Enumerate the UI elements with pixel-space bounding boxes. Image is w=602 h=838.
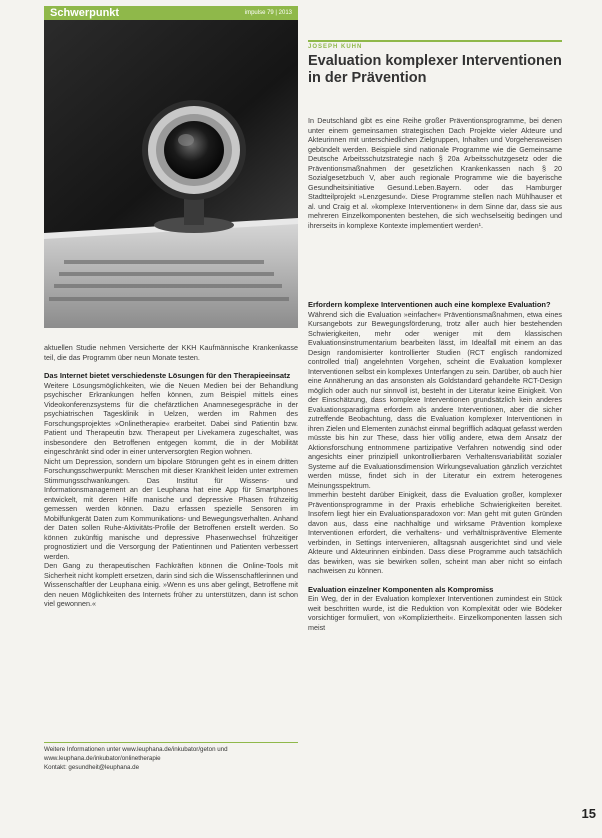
page-number: 15 xyxy=(581,806,596,821)
intro-paragraph: In Deutschland gibt es eine Reihe großer Präventionsprogramme, bei denen unter einem gemeinsamen strategischen Dach Projekte vieler Akteure und Akteurinnen mit unterschiedlichen Zielgruppen, Inhalten und Vorgehensweisen gebündelt werden. Beispiele sind nationale Programme wie die Gemeinsame Deutsche Arbeitsschutzstrategie nach § 20a Arbeitsschutzgesetz oder die Präventionsmaßnahmen der gesetzlichen Krankenkassen nach § 20 Sozialgesetzbuch V, aber auch regionale Programme wie die bayerische Gesundheitsinitiative Gesund.Leben.Bayern. oder das Hamburger Stadtteilprojekt »Lenzgesund«. Diese Programme stellen nach Mühlhauser et al. und Craig et al. »komplexe Interventionen« in dem Sinne dar, dass sie aus mehreren Einzelkomponenten bestehen, die sich wechselseitig bedingen und ihrerseits in komplexe Kontexte implementiert werden¹. xyxy=(308,116,562,230)
paragraph: Ein Weg, der in der Evaluation komplexer Interventionen zumindest ein Stück weit beschritten wurde, ist die Reduktion von Komplexität oder wie Bödeker vorsichtiger formuliert, von »Kompliziertheit«. Einzelkomponenten lassen sich meist xyxy=(308,594,562,632)
webcam-on-laptop-image xyxy=(44,20,298,328)
section-header-band xyxy=(44,6,298,20)
right-column-intro xyxy=(308,116,562,230)
paragraph: aktuellen Studie nehmen Versicherte der KKH Kaufmännische Krankenkasse teil, die das Programm über neun Monate testen. xyxy=(44,343,298,362)
left-column-body xyxy=(44,343,298,609)
right-column-body xyxy=(308,300,562,632)
heading-components-compromise: Evaluation einzelner Komponenten als Kompromiss xyxy=(308,584,494,594)
title-line-1: Evaluation komplexer Interventionen xyxy=(308,53,562,69)
issue-label: impulse 79 | 2013 xyxy=(244,10,292,16)
footnote-link[interactable]: www.leuphana.de/inkubator/onlinetherapie xyxy=(44,755,161,762)
footnote-contact[interactable]: Kontakt: gesundheit@leuphana.de xyxy=(44,764,140,771)
paragraph: Den Gang zu therapeutischen Fachkräften können die Online-Tools mit Sicherheit nicht komplett ersetzen, darin sind sich die Wissenschaftlerinnen und Wissenschaftler der Leuphana einig. »Wenn es uns aber gelingt, Betroffene mit den neuen Möglichkeiten des Internets früher zu unterstützen, dann ist schon viel gewonnen.« xyxy=(44,561,298,608)
article-title xyxy=(308,53,562,87)
heading-internet-solutions: Das Internet bietet verschiedenste Lösungen für den Therapieeinsatz xyxy=(44,371,291,380)
title-line-2: in der Prävention xyxy=(308,70,427,86)
footnote xyxy=(44,745,298,772)
title-rule xyxy=(308,40,562,42)
footnote-rule xyxy=(44,742,298,743)
paragraph: Während sich die Evaluation »einfacher« Präventionsmaßnahmen, etwa eines Kursangebots zur Bewegungsförderung, trotz aller auch hier bestehenden Schwierigkeiten, mehr oder weniger mit dem klassischen Evaluationsinstrumentarium bearbeiten lässt, im Idealfall mit einem an das Design randomisierter kontrollierter Studien (RCT englisch randomized controlled trial) angelehnten Vorgehen, scheint die Evaluation komplexer Interventionen selbst ein komplexes Unterfangen zu sein. Darüber, ob auch hier eine Annäherung an das ansonsten als Goldstandard gehandelte RCT-Design möglich oder auch nur sinnvoll ist, besteht in der Literatur keine Einigkeit. Von der Einschätzung, dass komplexe Interventionen grundsätzlich kein anderes Evaluationsparadigma erfordern als andere Interventionen, aber die sicher zutreffende Beobachtung, dass die Evaluation komplexer Interventionen in ihren Zielen und Elementen zunächst einmal begrifflich adäquat gefasst werden müsste bis hin zur These, dass hier völlig andere, etwa dem Ansatz der Aktionsforschung entnommene partizipative Verfahren notwendig sind oder angesichts einer prinzipiell unkontrollierbaren Verhaltensvariabilität sozialer Systeme auf die Evaluationsdimension Wirkungsevaluation gänzlich verzichtet werden müsse, findet sich in der Literatur ein extrem heterogenes Meinungsspektrum. xyxy=(308,309,562,490)
paragraph: Immerhin besteht darüber Einigkeit, dass die Evaluation großer, komplexer Präventionsprogramme in der Praxis erhebliche Schwierigkeiten bereitet. Insofern liegt hier ein Evaluationsparadoxon vor: Man geht mit guten Gründen davon aus, dass eine nachhaltige und wirksame Prävention komplexe Interventionen erfordert, die verhaltens- und verhältnispräventive Elemente verbinden, in Settings intervenieren, alltagsnah ausgerichtet sind und viele Akteure und Akteurinnen einbinden. Dass diese Programme auch tatsächlich das bewirken, was sie bewirken sollen, scheint man aber nicht so einfach nachweisen zu können. xyxy=(308,490,562,575)
author-name: JOSEPH KUHN xyxy=(308,44,363,50)
paragraph: Weitere Lösungsmöglichkeiten, wie die Neuen Medien bei der Behandlung psychischer Erkrankungen helfen können, zum Beispiel mittels eines Videokonferenzsystems für die chefärztlichen Anamnesegespräche in der psychiatrischen Tagesklinik in Uelzen, werden im Rahmen des Forschungsprojektes »Onlinetherapie« erarbeitet. Dabei sind Patientin bzw. Patient und Therapeutin bzw. Therapeut per Livekamera zugeschaltet, was insbesondere den Betroffenen entgegen kommt, die in der Mobilität eingeschränkt sind oder in einer unterversorgten Region wohnen. xyxy=(44,380,298,456)
section-label: Schwerpunkt xyxy=(50,7,120,19)
footnote-line: Weitere Informationen unter www.leuphana.de/inkubator/geton und xyxy=(44,746,228,753)
heading-complex-evaluation: Erfordern komplexe Interventionen auch eine komplexe Evaluation? xyxy=(308,300,551,309)
webcam-illustration xyxy=(44,20,298,328)
paragraph: Nicht um Depression, sondern um bipolare Störungen geht es in einem dritten Forschungsschwerpunkt: Menschen mit dieser Krankheit leiden unter extremen Stimmungsschwankungen. Das Institut für Wissens- und Informationsmanagement an der Leuphana hat eine App für Smartphones entwickelt, mit deren Hilfe manische und depressive Phasen frühzeitig gemessen werden können. Dazu erfassen spezielle Sensoren im Mobilfunkgerät Daten zum Kommunikations- und Bewegungsverhalten. Anhand der Daten sollen Ruhe-Aktivitäts-Profile der Betroffenen erstellt werden. So können zukünftig manische und depressive Phasenwechsel frühzeitiger prognostiziert und die Versorgung der Patientinnen und Patienten verbessert werden. xyxy=(44,456,298,561)
